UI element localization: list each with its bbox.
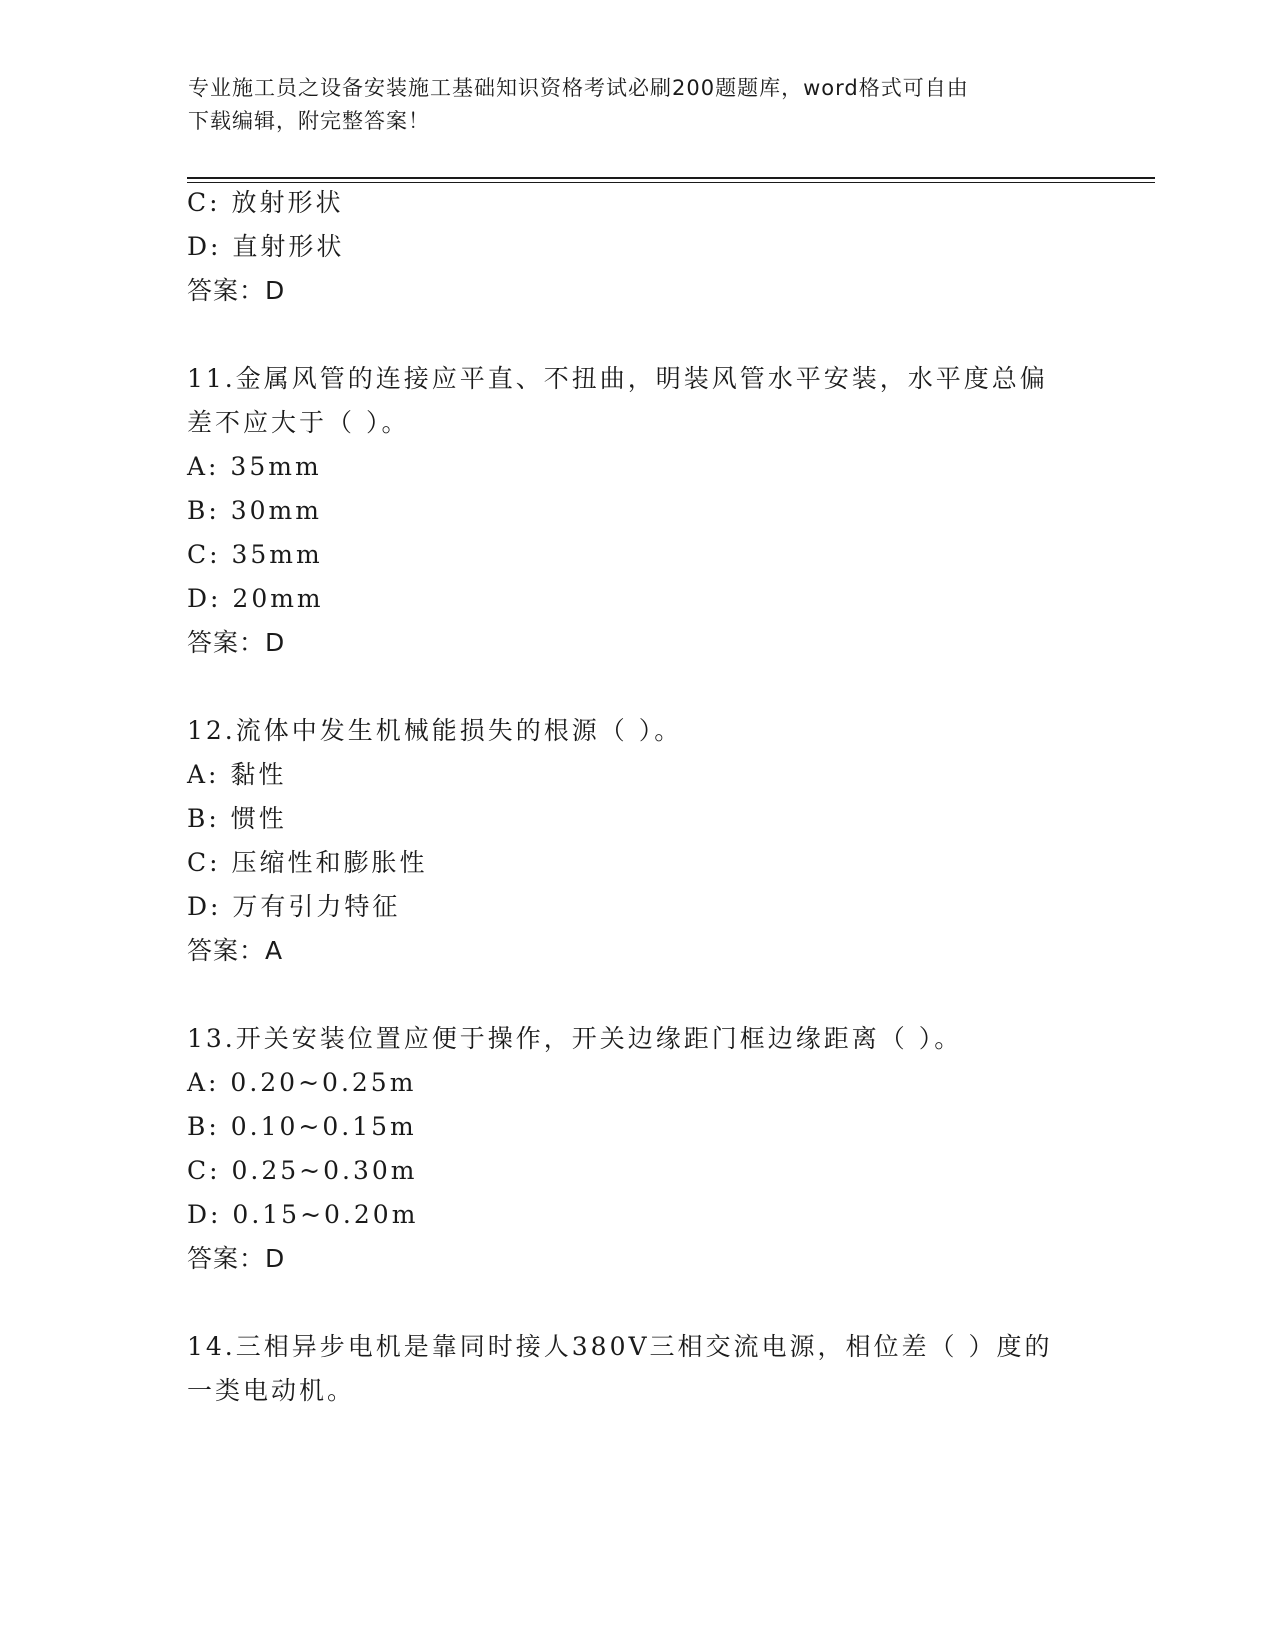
q12-option-b: B: 惯性 (187, 804, 287, 833)
q13-answer: 答案：D (187, 1244, 286, 1273)
header-divider-thick (187, 177, 1155, 179)
document-header (188, 72, 1088, 138)
q11-option-a: A: 35mm (187, 452, 322, 481)
q11-stem-line-1: 11.金属风管的连接应平直、不扭曲，明装风管水平安装，水平度总偏 (187, 364, 1048, 393)
q13-option-c: C: 0.25~0.30m (187, 1156, 418, 1185)
q11-option-b: B: 30mm (187, 496, 322, 525)
q11-stem-line-2: 差不应大于（ ）。 (187, 408, 410, 437)
q10-option-d: D: 直射形状 (187, 232, 345, 261)
q14-stem-line-1: 14.三相异步电机是靠同时接人380V三相交流电源，相位差（ ）度的 (187, 1332, 1053, 1361)
q12-option-a: A: 黏性 (187, 760, 287, 789)
q10-answer: 答案：D (187, 276, 286, 305)
q10-option-c: C: 放射形状 (187, 188, 344, 217)
q13-option-d: D: 0.15~0.20m (187, 1200, 419, 1229)
header-title-line-1: 专业施工员之设备安装施工基础知识资格考试必刷200题题库，word格式可自由 (188, 76, 969, 100)
q11-answer: 答案：D (187, 628, 286, 657)
q12-option-c: C: 压缩性和膨胀性 (187, 848, 428, 877)
header-title-line-2: 下载编辑，附完整答案！ (188, 109, 430, 133)
q12-option-d: D: 万有引力特征 (187, 892, 401, 921)
header-divider-thin (187, 182, 1155, 183)
q13-stem-line-1: 13.开关安装位置应便于操作，开关边缘距门框边缘距离（ ）。 (187, 1024, 963, 1053)
q11-option-c: C: 35mm (187, 540, 323, 569)
q11-option-d: D: 20mm (187, 584, 324, 613)
q13-option-a: A: 0.20~0.25m (187, 1068, 417, 1097)
q12-answer: 答案：A (187, 936, 284, 965)
q14-stem-line-2: 一类电动机。 (187, 1376, 356, 1405)
q12-stem-line-1: 12.流体中发生机械能损失的根源（ ）。 (187, 716, 683, 745)
q13-option-b: B: 0.10~0.15m (187, 1112, 417, 1141)
